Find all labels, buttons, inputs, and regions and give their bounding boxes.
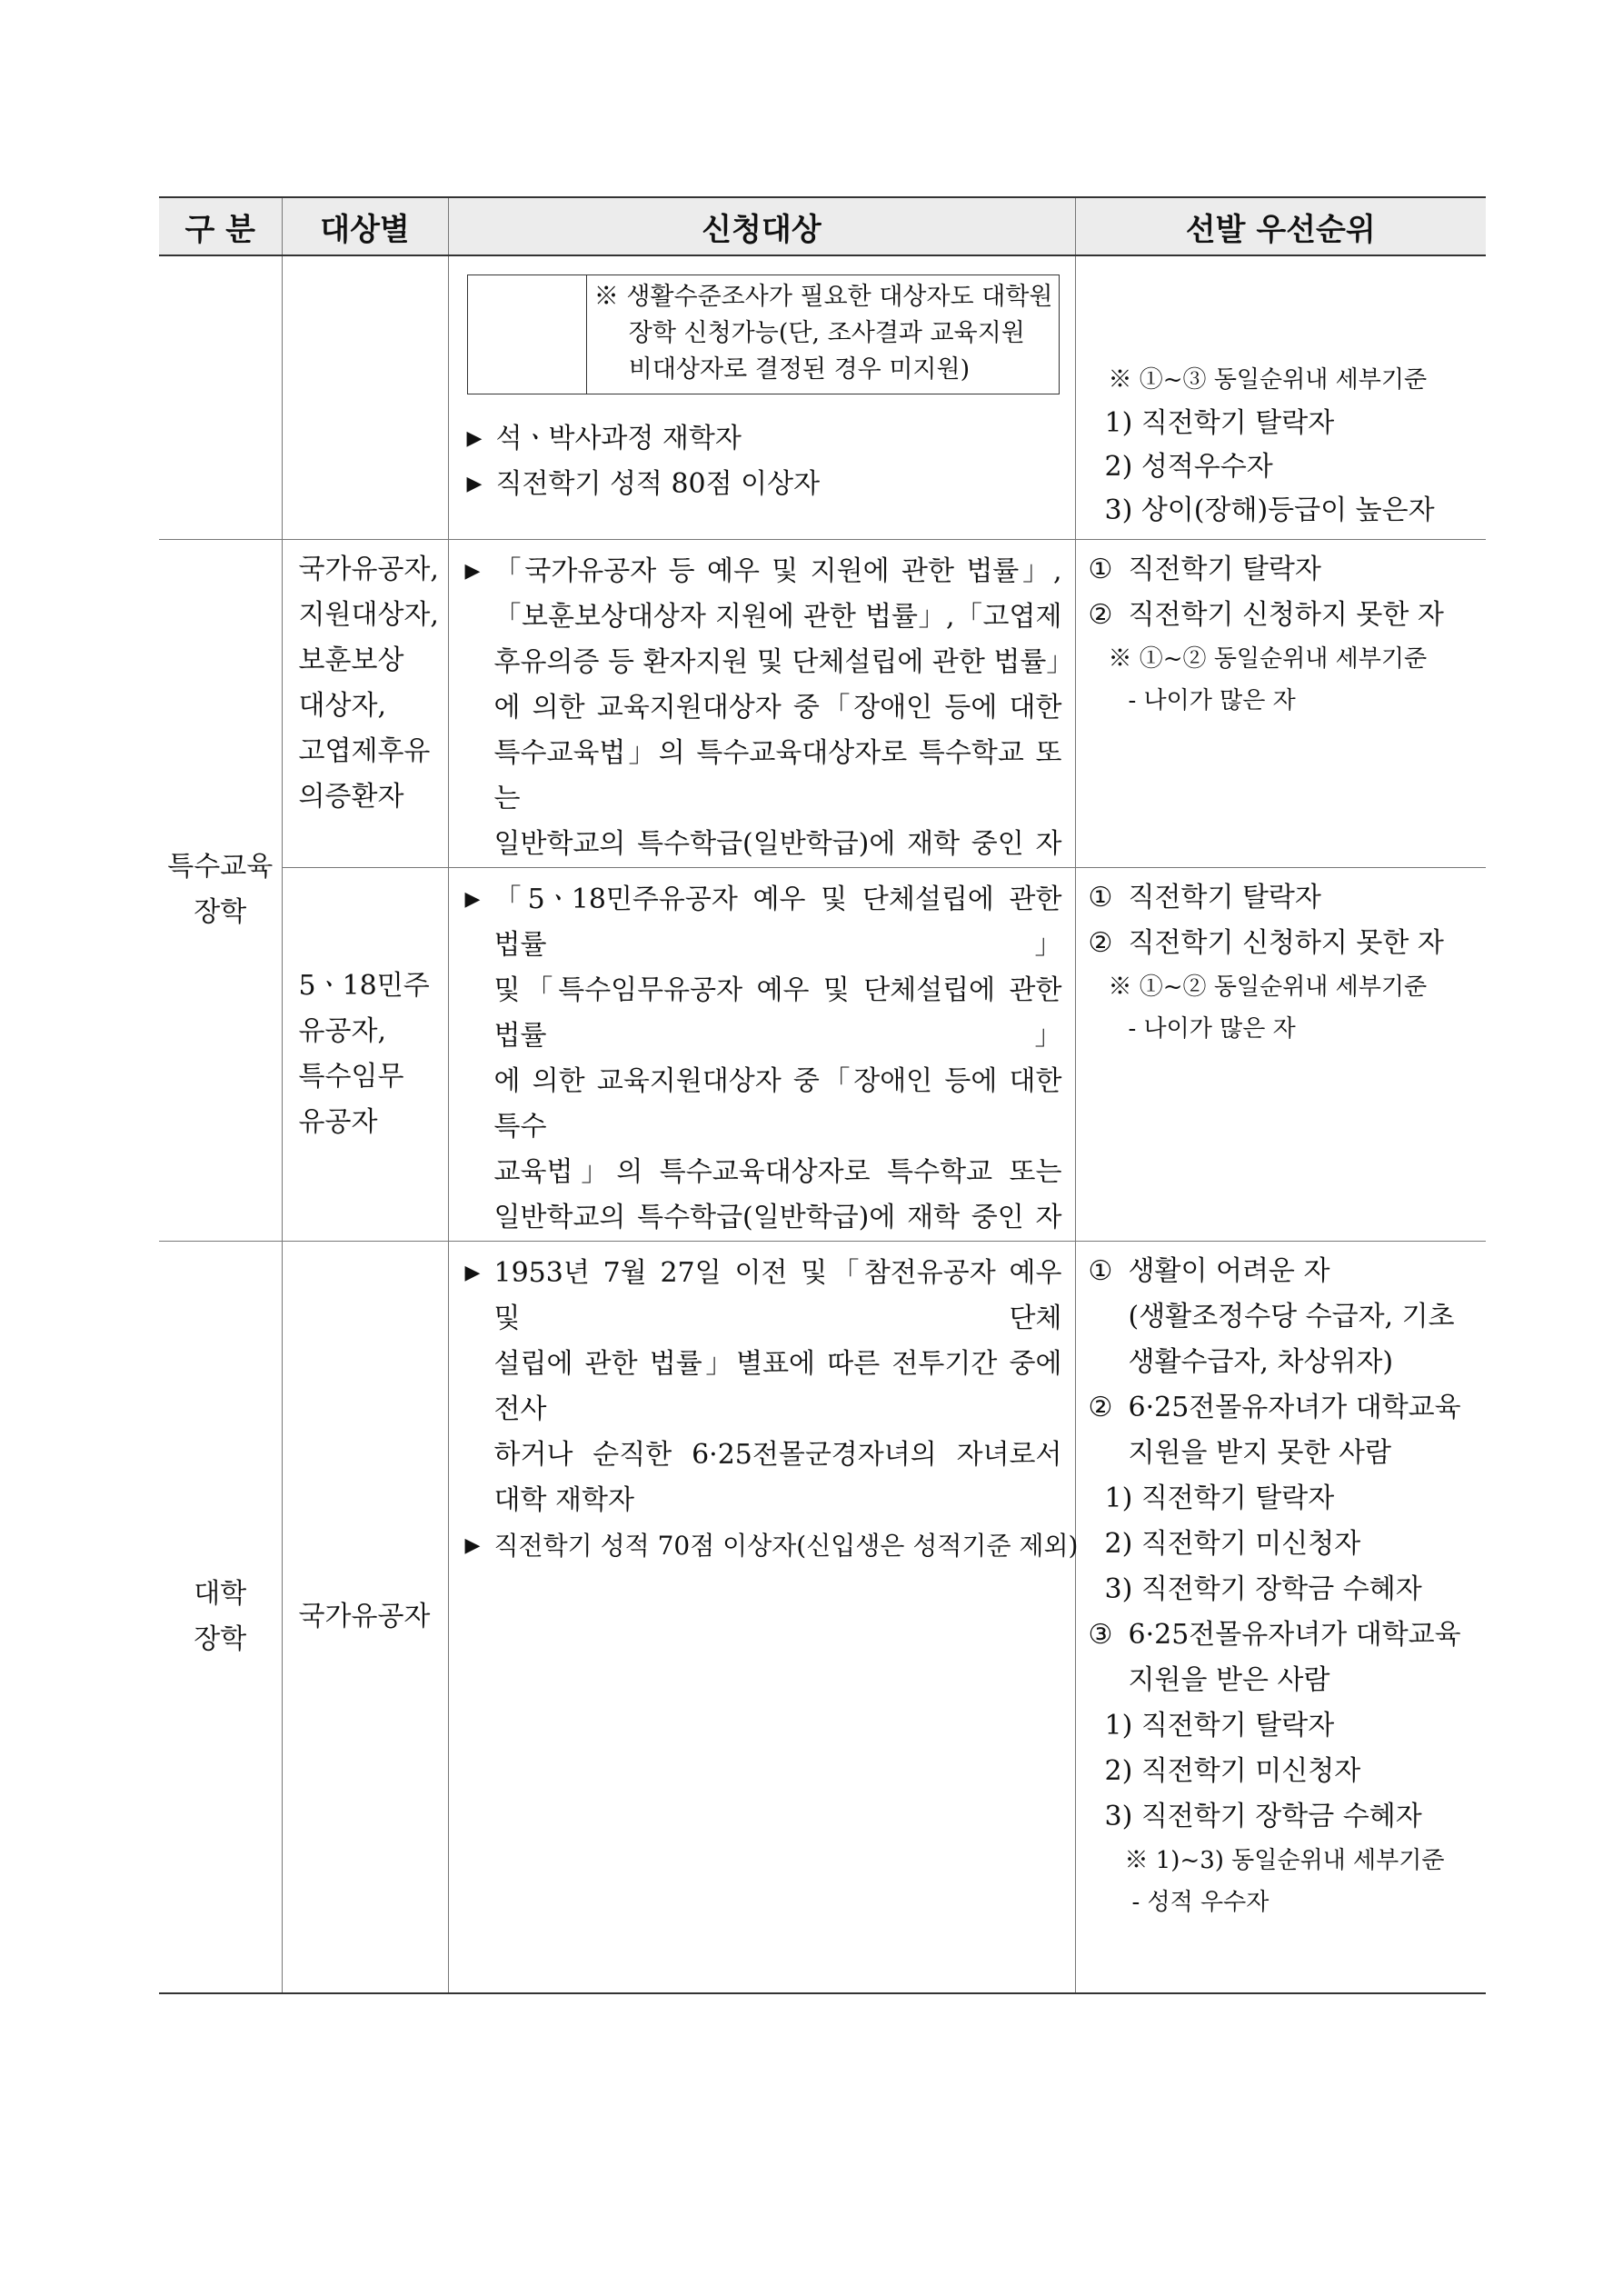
table-row-graduate xyxy=(159,255,1486,539)
target-cell-empty xyxy=(282,255,448,539)
priority-note: ※ 1)~3) 동일순위내 세부기준 xyxy=(1124,1846,1445,1874)
priority-item: ② 6·25전몰유자녀가 대학교육 xyxy=(1088,1391,1461,1423)
target-group-national-merit: 국가유공자 xyxy=(282,1241,448,1993)
priority-item: 3) 직전학기 장학금 수혜자 xyxy=(1104,1572,1422,1605)
header-priority: 선발 우선순위 xyxy=(1075,197,1486,255)
scholarship-table xyxy=(159,196,1486,1994)
triangle-right-icon: ▶ xyxy=(466,473,483,495)
note-box-text xyxy=(587,275,1059,394)
priority-item: 3) 상이(장해)등급이 높은자 xyxy=(1104,494,1435,526)
triangle-right-icon: ▶ xyxy=(466,427,483,450)
priority-detail: (생활조정수당 수급자, 기초 xyxy=(1128,1300,1455,1333)
target-group-veterans: 국가유공자, 지원대상자, 보훈보상 대상자, 고엽제후유 의증환자 xyxy=(282,539,448,867)
priority-item: 1) 직전학기 탈락자 xyxy=(1104,407,1335,439)
priority-detail: - 나이가 많은 자 xyxy=(1128,1014,1296,1043)
table-row-university xyxy=(159,1241,1486,1993)
list-item: ▶ 직전학기 성적 80점 이상자 xyxy=(467,462,1062,507)
priority-item: 1) 직전학기 탈락자 xyxy=(1104,1709,1335,1742)
list-item: ▶ 1953년 7월 27일 이전 및「참전유공자 예우 및 단체 설립에 관한 법률」별표에 따른 전투기간 중에 전사 하거나 순직한 6·25전몰군경자녀의 자녀로서 대학 재학자 xyxy=(465,1251,1062,1523)
list-item: ▶ 「5ㆍ18민주유공자 예우 및 단체설립에 관한 법률」 및「특수임무유공자 예우 및 단체설립에 관한 법률」 에 의한 교육지원대상자 중「장애인 등에 대한 특수 교육법」의 특수교육대상자로 특수학교 또는 일반학교의 특수학급(일반학급)에 재학 중인 자 xyxy=(465,877,1062,1241)
triangle-right-icon: ▶ xyxy=(464,1533,481,1557)
header-target-group: 대상별 xyxy=(282,197,448,255)
priority-note: ※ ①~③ 동일순위내 세부기준 xyxy=(1108,366,1428,394)
triangle-right-icon: ▶ xyxy=(464,1261,481,1284)
priority-detail: - 성적 우수자 xyxy=(1131,1888,1270,1916)
header-category: 구 분 xyxy=(159,197,282,255)
table-header-row xyxy=(159,197,1486,255)
priority-item: 2) 직전학기 미신청자 xyxy=(1104,1754,1361,1787)
note-box xyxy=(467,275,1060,394)
priority-item: ② 직전학기 신청하지 못한 자 xyxy=(1088,926,1444,959)
priority-item: ③ 6·25전몰유자녀가 대학교육 xyxy=(1088,1618,1461,1651)
priority-note: ※ ①~② 동일순위내 세부기준 xyxy=(1108,973,1428,1001)
eligibility-cell xyxy=(448,1241,1079,1993)
eligibility-cell xyxy=(448,255,1075,539)
list-item: ▶ 직전학기 성적 70점 이상자(신입생은 성적기준 제외) xyxy=(465,1523,1062,1569)
category-special-education: 특수교육 장학 xyxy=(159,539,282,1241)
eligibility-cell xyxy=(448,539,1075,867)
eligibility-cell xyxy=(448,867,1075,1241)
priority-detail: - 나이가 많은 자 xyxy=(1128,686,1296,714)
priority-cell xyxy=(1075,1241,1486,1993)
note-line: 비대상자로 결정된 경우 미지원) xyxy=(628,355,971,384)
priority-cell xyxy=(1075,255,1486,539)
priority-cell xyxy=(1075,539,1486,867)
header-eligibility: 신청대상 xyxy=(448,197,1075,255)
priority-note: ※ ①~② 동일순위내 세부기준 xyxy=(1108,644,1428,673)
priority-item: ② 직전학기 신청하지 못한 자 xyxy=(1088,598,1444,631)
category-university: 대학 장학 xyxy=(159,1241,282,1993)
priority-item: ① 직전학기 탈락자 xyxy=(1088,881,1321,913)
note-box-blank xyxy=(468,275,587,394)
priority-item: 3) 직전학기 장학금 수혜자 xyxy=(1104,1800,1422,1832)
list-item: ▶ 「국가유공자 등 예우 및 지원에 관한 법률」, 「보훈보상대상자 지원에 관한 법률」,「고엽제 후유의증 등 환자지원 및 단체설립에 관한 법률」 에 의한 교육지원대상자 중「장애인 등에 대한 특수교육법」의 특수교육대상자로 특수학교 또는 일반학교의 특수학급(일반학급)에 재학 중인 자 xyxy=(465,549,1062,867)
table-row-special-1 xyxy=(159,539,1486,867)
priority-item: ① 생활이 어려운 자 xyxy=(1088,1254,1330,1287)
target-group-518: 5ㆍ18민주 유공자, 특수임무 유공자 xyxy=(282,867,448,1241)
category-cell-empty xyxy=(159,255,282,539)
priority-cell xyxy=(1075,867,1486,1241)
priority-item: 2) 직전학기 미신청자 xyxy=(1104,1527,1361,1560)
table-row-special-2 xyxy=(159,867,1486,1241)
priority-detail: 생활수급자, 차상위자) xyxy=(1128,1345,1394,1378)
triangle-right-icon: ▶ xyxy=(464,559,481,583)
priority-item: ① 직전학기 탈락자 xyxy=(1088,553,1321,585)
priority-item: 1) 직전학기 탈락자 xyxy=(1104,1482,1335,1514)
triangle-right-icon: ▶ xyxy=(464,887,481,911)
priority-detail: 지원을 받은 사람 xyxy=(1128,1663,1330,1696)
list-item: ▶ 석ㆍ박사과정 재학자 xyxy=(467,416,1062,462)
priority-item: 2) 성적우수자 xyxy=(1104,451,1273,483)
note-line: ※ 생활수준조사가 필요한 대상자도 대학원 xyxy=(593,283,1053,311)
note-line: 장학 신청가능(단, 조사결과 교육지원 xyxy=(628,319,1025,347)
priority-detail: 지원을 받지 못한 사람 xyxy=(1128,1436,1391,1469)
